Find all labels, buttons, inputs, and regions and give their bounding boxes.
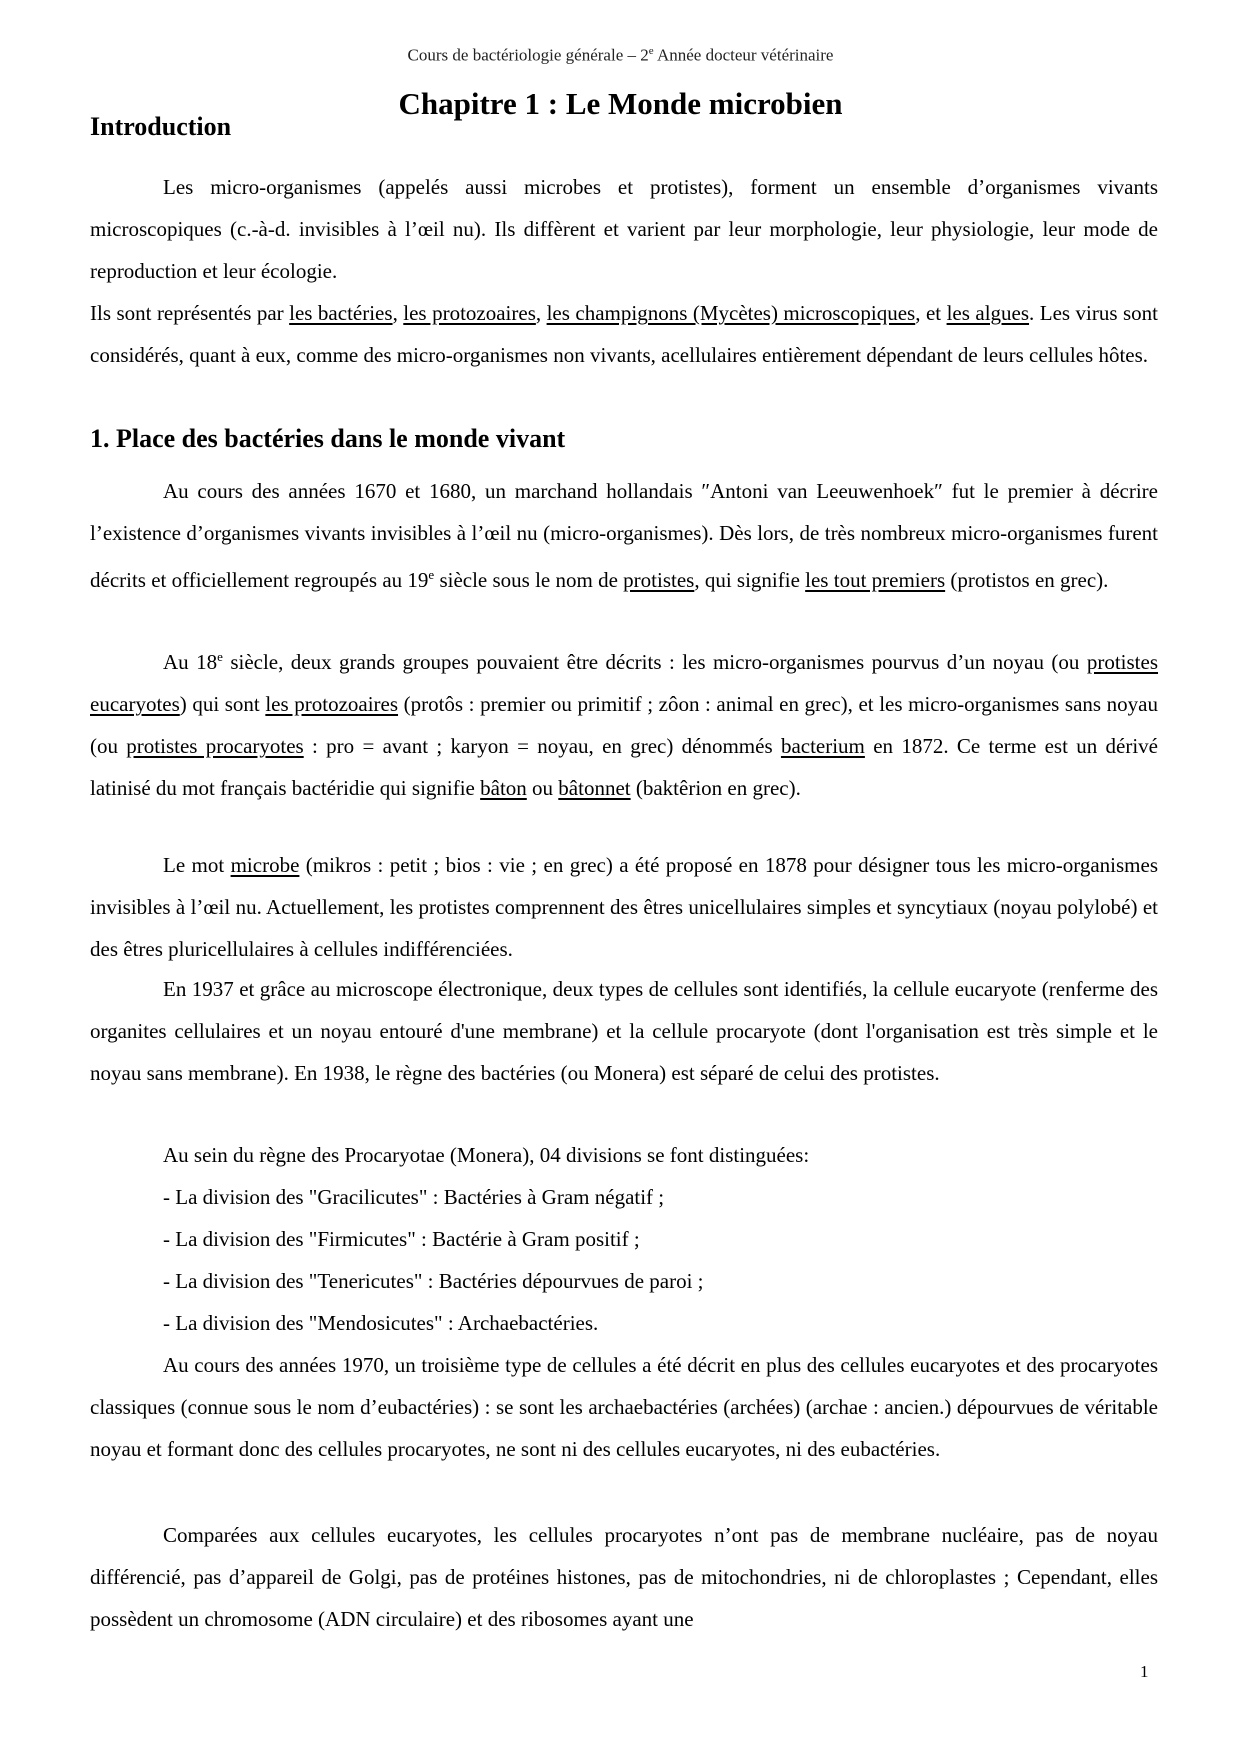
page-number: 1 xyxy=(1140,1662,1149,1681)
intro-heading: Introduction xyxy=(90,112,232,141)
section-1-paragraph-1: Au cours des années 1670 et 1680, un marchand hollandais ″Antoni van Leeuwenhoek″ fut le premier à décrire l’existence d’organismes vivants invisibles à l’œil nu (micro-organismes). Dès lors, de très nombreux micro-organismes furent décrits et officiellement regroupés au 19e siècle sous le nom de protistes, qui signifie les tout premiers (protistos en grec). xyxy=(90,479,1158,592)
section-1-paragraph-5: Au sein du règne des Procaryotae (Monera), 04 divisions se font distinguées: xyxy=(163,1143,810,1167)
section-1-paragraph-7: Comparées aux cellules eucaryotes, les cellules procaryotes n’ont pas de membrane nucléaire, pas de noyau différencié, pas d’appareil de Golgi, pas de protéines histones, pas de mitochondries, ni de chloroplastes ; Cependant, elles possèdent un chromosome (ADN circulaire) et des ribosomes ayant une xyxy=(90,1523,1158,1631)
list-item: - La division des "Firmicutes" : Bactérie à Gram positif ; xyxy=(163,1227,640,1251)
list-item: - La division des "Mendosicutes" : Archaebactéries. xyxy=(163,1311,599,1335)
section-1-paragraph-6: Au cours des années 1970, un troisième type de cellules a été décrit en plus des cellules eucaryotes et des procaryotes classiques (connue sous le nom d’eubactéries) : se sont les archaebactéries (archées) (archae : ancien.) dépourvues de véritable noyau et formant donc des cellules procaryotes, ne sont ni des cellules eucaryotes, ni des eubactéries. xyxy=(90,1353,1158,1461)
running-header: Cours de bactériologie générale – 2e Année docteur vétérinaire xyxy=(407,45,834,65)
section-1-paragraph-4: En 1937 et grâce au microscope électronique, deux types de cellules sont identifiés, la cellule eucaryote (renferme des organites cellulaires et un noyau entouré d'une membrane) et la cellule procaryote (dont l'organisation est très simple et le noyau sans membrane). En 1938, le règne des bactéries (ou Monera) est séparé de celui des protistes. xyxy=(90,977,1158,1085)
list-item: - La division des "Tenericutes" : Bactéries dépourvues de paroi ; xyxy=(163,1269,704,1293)
list-item: - La division des "Gracilicutes" : Bactéries à Gram négatif ; xyxy=(163,1185,665,1209)
section-1-paragraph-3: Le mot microbe (mikros : petit ; bios : vie ; en grec) a été proposé en 1878 pour désigner tous les micro-organismes invisibles à l’œil nu. Actuellement, les protistes comprennent des êtres unicellulaires simples et syncytiaux (noyau polylobé) et des êtres pluricellulaires à cellules indifférenciées. xyxy=(90,853,1158,961)
section-1-heading: 1. Place des bactéries dans le monde vivant xyxy=(90,424,566,453)
intro-paragraph-1: Les micro-organismes (appelés aussi microbes et protistes), forment un ensemble d’organismes vivants microscopiques (c.-à-d. invisibles à l’œil nu). Ils diffèrent et varient par leur morphologie, leur physiologie, leur mode de reproduction et leur écologie. xyxy=(90,175,1158,283)
intro-paragraph-2: Ils sont représentés par les bactéries, les protozoaires, les champignons (Mycètes) microscopiques, et les algues. Les virus sont considérés, quant à eux, comme des micro-organismes non vivants, acellulaires entièrement dépendant de leurs cellules hôtes. xyxy=(90,301,1159,367)
chapter-title: Chapitre 1 : Le Monde microbien xyxy=(398,86,843,121)
section-1-paragraph-2: Au 18e siècle, deux grands groupes pouvaient être décrits : les micro-organismes pourvus d’un noyau (ou protistes eucaryotes) qui sont les protozoaires (protôs : premier ou primitif ; zôon : animal en grec), et les micro-organismes sans noyau (ou protistes procaryotes : pro = avant ; karyon = noyau, en grec) dénommés bacterium en 1872. Ce terme est un dérivé latinisé du mot français bactéridie qui signifie bâton ou bâtonnet (baktêrion en grec). xyxy=(90,649,1159,800)
